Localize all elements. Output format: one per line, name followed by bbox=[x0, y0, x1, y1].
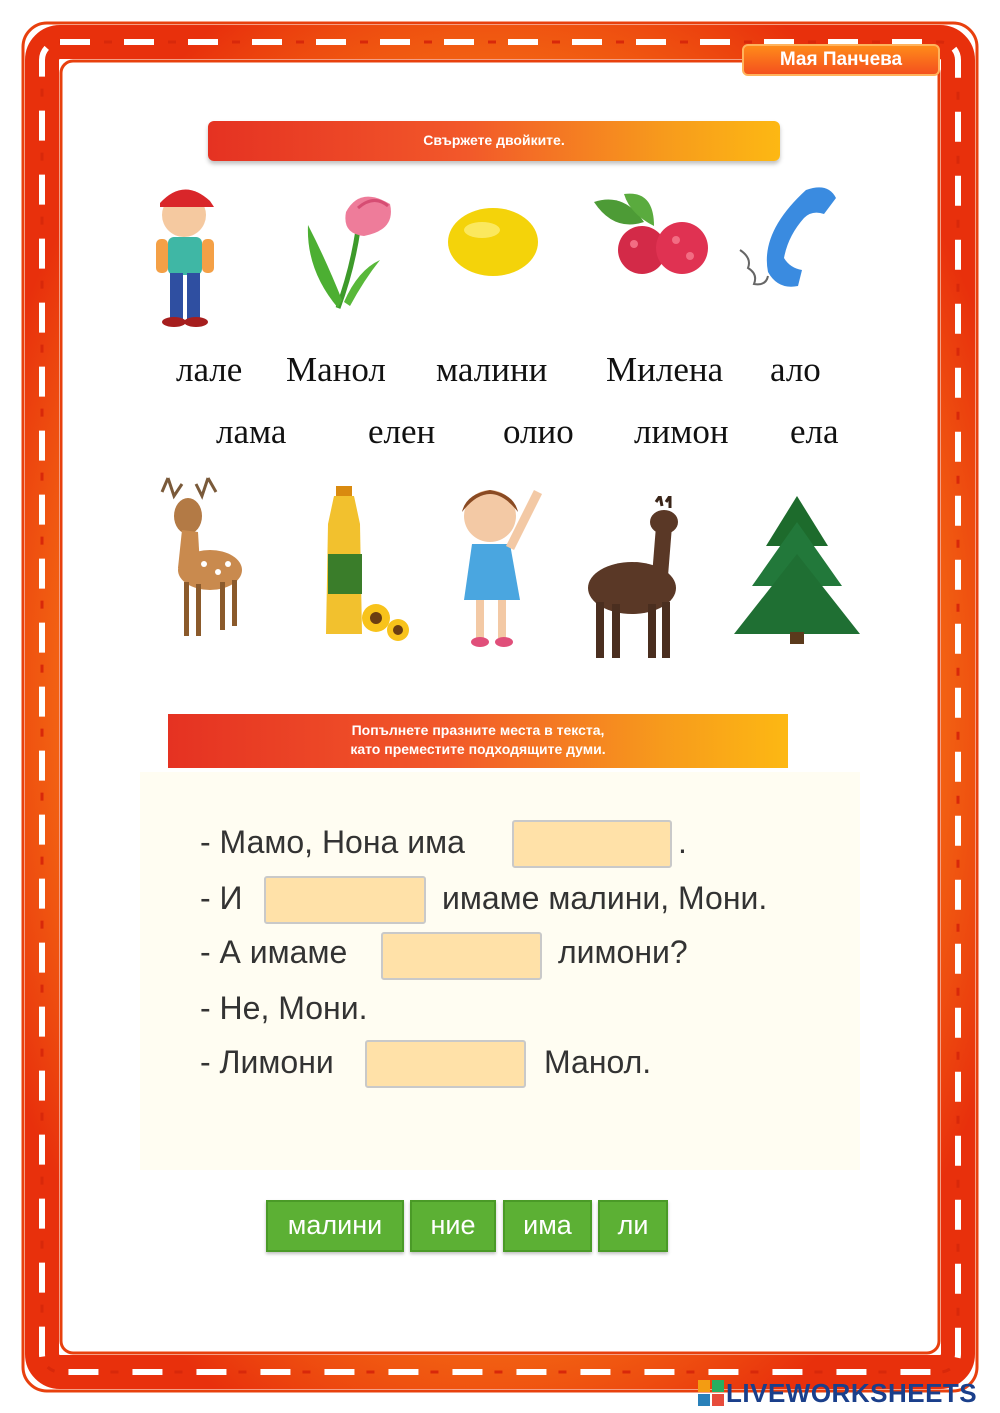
word-bottom-4: лимон bbox=[634, 412, 729, 451]
word-bottom-5: ела bbox=[790, 412, 839, 451]
blank-1[interactable] bbox=[512, 820, 672, 868]
blank-3[interactable] bbox=[381, 932, 542, 980]
author-badge: Мая Панчева bbox=[742, 44, 940, 76]
word-top-3: малини bbox=[436, 350, 548, 389]
liveworksheets-logo bbox=[698, 1378, 977, 1412]
word-chip-3[interactable]: има bbox=[503, 1200, 592, 1252]
blank-4[interactable] bbox=[365, 1040, 526, 1088]
liveworksheets-mark-icon bbox=[698, 1380, 724, 1406]
telephone-picture bbox=[732, 180, 842, 290]
task1-instruction-banner: Свържете двойките. bbox=[208, 121, 780, 161]
task2-instruction-line1: Попълнете празните места в текста, bbox=[351, 722, 605, 738]
tulip-picture bbox=[298, 190, 404, 310]
text-line-1-after: . bbox=[678, 824, 687, 860]
text-line-5-before: - Лимони bbox=[200, 1044, 334, 1080]
text-line-1-before: - Мамо, Нона има bbox=[200, 824, 465, 860]
logo-text: LIVEWORKSHEETS bbox=[726, 1378, 978, 1408]
text-line-2-before: - И bbox=[200, 880, 243, 916]
raspberry-picture bbox=[584, 192, 718, 280]
task2-instruction-line2: като преместите подходящите думи. bbox=[350, 741, 606, 757]
lemon-picture bbox=[446, 204, 540, 280]
text-line-3-after: лимони? bbox=[558, 934, 688, 970]
fir-tree-picture bbox=[732, 494, 862, 646]
text-line-3-before: - А имаме bbox=[200, 934, 348, 970]
task2-instruction-banner bbox=[168, 714, 788, 768]
word-bottom-3: олио bbox=[503, 412, 574, 451]
deer-picture bbox=[148, 474, 244, 640]
word-top-4: Милена bbox=[606, 350, 724, 389]
word-bottom-2: елен bbox=[368, 412, 436, 451]
text-line-2-after: имаме малини, Мони. bbox=[442, 880, 768, 916]
word-chip-4[interactable]: ли bbox=[598, 1200, 668, 1252]
text-line-4: - Не, Мони. bbox=[200, 990, 368, 1026]
word-top-1: лале bbox=[176, 350, 243, 389]
text-line-5-after: Манол. bbox=[544, 1044, 652, 1080]
word-bottom-1: лама bbox=[216, 412, 287, 451]
word-top-2: Манол bbox=[286, 350, 386, 389]
boy-picture bbox=[148, 175, 218, 327]
word-top-5: ало bbox=[770, 350, 821, 389]
oil-bottle-picture bbox=[316, 484, 410, 646]
word-chip-2[interactable]: ние bbox=[410, 1200, 496, 1252]
llama-picture bbox=[582, 496, 688, 662]
word-chip-1[interactable]: малини bbox=[266, 1200, 404, 1252]
girl-picture bbox=[442, 482, 546, 648]
blank-2[interactable] bbox=[264, 876, 426, 924]
